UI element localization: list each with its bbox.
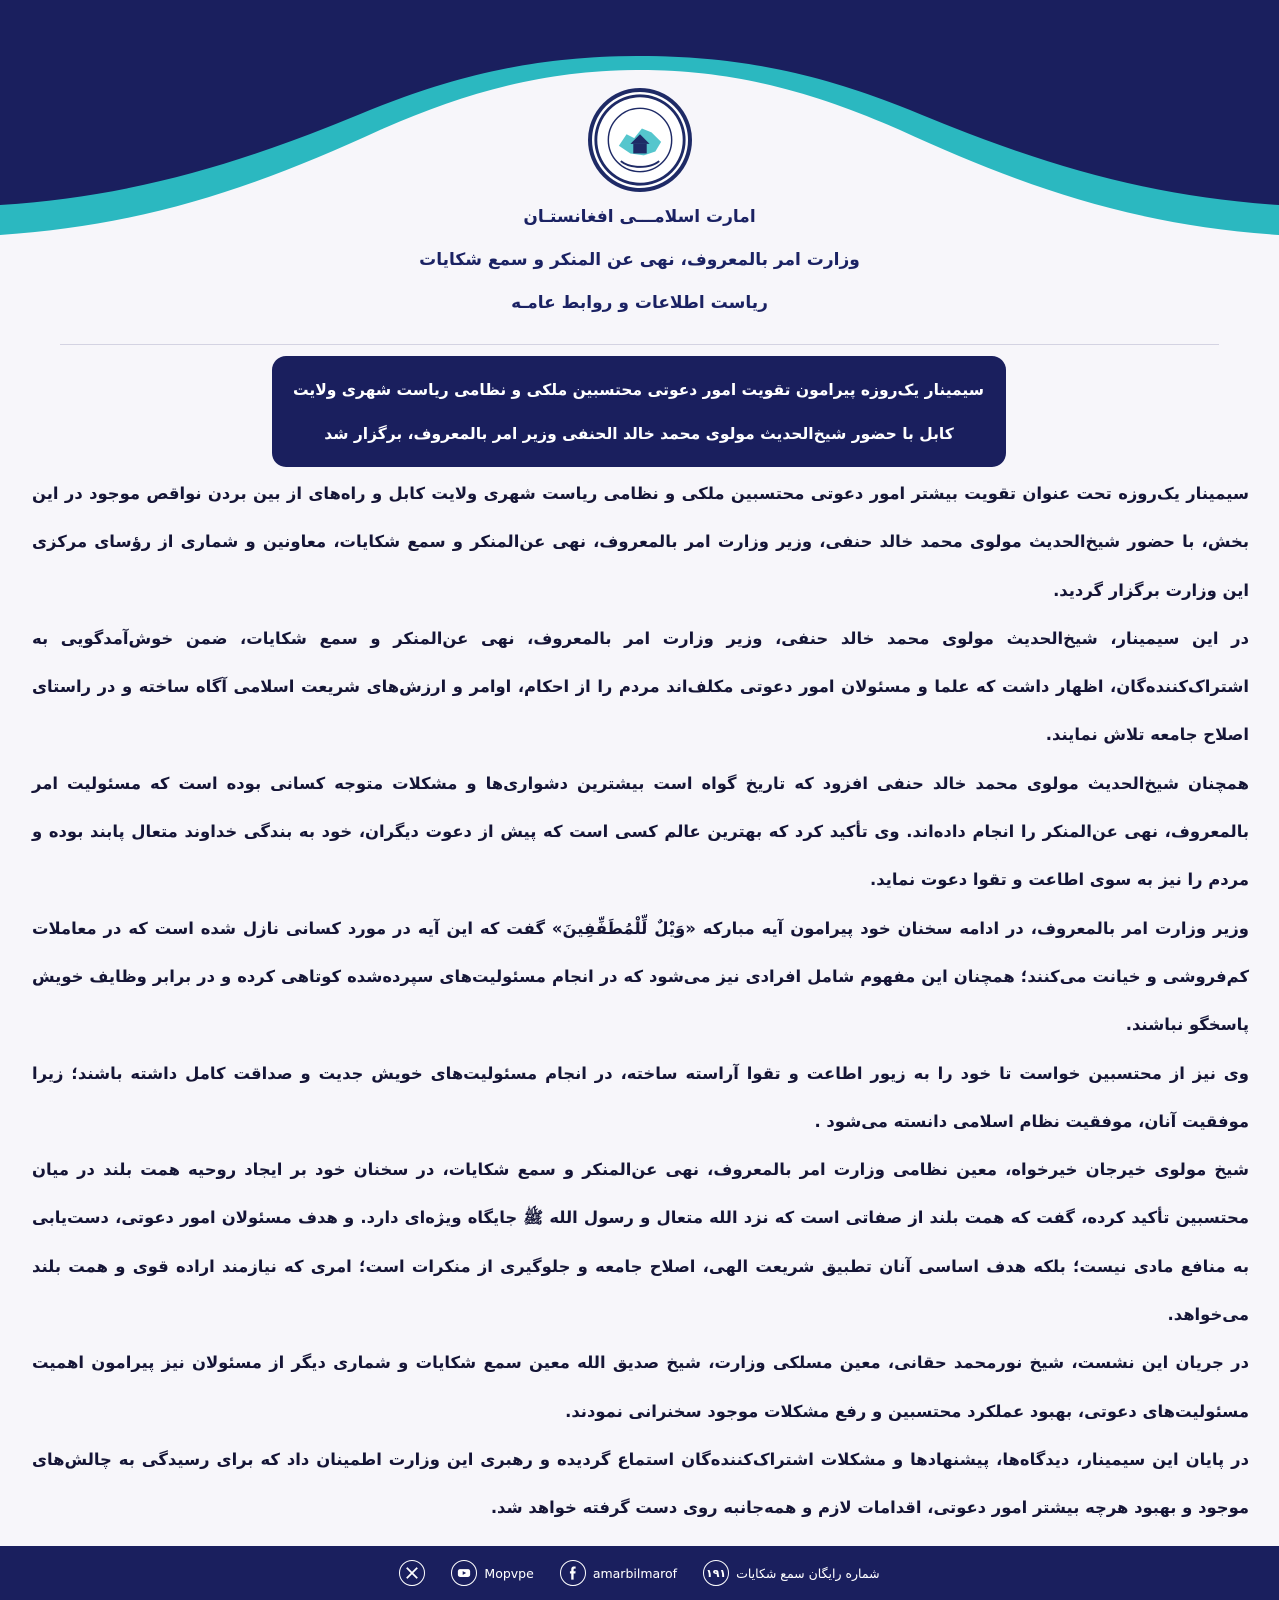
x-link[interactable]: [399, 1560, 425, 1586]
emirate-seal-icon: [588, 88, 692, 192]
article-paragraph: همچنان شیخ‌الحدیث مولوی محمد خالد حنفی افزود که تاریخ گواه است بیشترین دشواری‌ها و مشکلات متوجه کسانی بوده است که مسئولیت امر بالمعروف، نهی عن‌المنکر را انجام داده‌اند. وی تأکید کرد که بهترین عالم کسی است که پیش از دعوت دیگران، خود به بندگی خداوند متعال پابند بوده و مردم را نیز به سوی اطاعت و تقوا دعوت نماید.: [32, 773, 1249, 890]
org-name-emirate: امارت اسلامـــی افغانستـان: [523, 207, 756, 227]
hotline-label: شماره رایگان سمع شکایات: [736, 1565, 880, 1581]
youtube-icon: [451, 1560, 477, 1586]
youtube-handle: Mopvpe: [484, 1565, 534, 1581]
youtube-link[interactable]: [451, 1560, 533, 1586]
headline-box: [272, 356, 1006, 467]
hotline-number: ۱۹۱: [703, 1560, 729, 1586]
article-paragraph: وی نیز از محتسبین خواست تا خود را به زیور اطاعت و تقوا آراسته ساخته، در انجام مسئولیت‌های خویش جدیت و صداقت کامل داشته باشند؛ زیرا موفقیت آنان، موفقیت نظام اسلامی دانسته می‌شود .: [32, 1063, 1249, 1131]
article-paragraph: در این سیمینار، شیخ‌الحدیث مولوی محمد خالد حنفی، وزیر وزارت امر بالمعروف، نهی عن‌المنکر و سمع شکایات، ضمن خوش‌آمدگویی به اشتراک‌کننده‌گان، اظهار داشت که علما و مسئولان امور دعوتی مکلف‌اند مردم را از احکام، اوامر و ارزش‌های شریعت اسلامی آگاه ساخته و در راستای اصلاح جامعه تلاش نمایند.: [32, 628, 1249, 745]
article-paragraph: در جریان این نشست، شیخ نورمحمد حقانی، معین مسلکی وزارت، شیخ صدیق الله معین سمع شکایات و شماری دیگر از مسئولان نیز پیرامون اهمیت مسئولیت‌های دعوتی، بهبود عملکرد محتسبین و رفع مشکلات موجود سخنرانی نمودند.: [32, 1353, 1249, 1421]
header-divider: [60, 344, 1219, 345]
facebook-icon: [560, 1560, 586, 1586]
article-paragraph: در پایان این سیمینار، دیدگاه‌ها، پیشنهادها و مشکلات اشتراک‌کننده‌گان استماع گردیده و رهبری این وزارت اطمینان داد که برای رسیدگی به چالش‌های موجود و بهبود هرچه بیشتر امور دعوتی، اقدامات لازم و همه‌جانبه روی دست گرفته خواهد شد.: [32, 1449, 1249, 1518]
article-paragraph: شیخ مولوی خیرجان خیرخواه، معین نظامی وزارت امر بالمعروف، نهی عن‌المنکر و سمع شکایات، در سخنان خود بر ایجاد روحیه همت بلند در میان محتسبین تأکید کرده، گفت که همت بلند از صفاتی است که نزد الله متعال و رسول الله ﷺ جایگاه ویژه‌ای دارد. و هدف مسئولان امور دعوتی، دست‌یابی به منافع مادی نیست؛ بلکه هدف اساسی آنان تطبیق شریعت الهی، اصلاح جامعه و جلوگیری از منکرات است؛ امری که نیازمند اراده قوی و همت بلند می‌خواهد.: [32, 1160, 1249, 1325]
org-name-ministry: وزارت امر بالمعروف، نهی عن المنکر و سمع شکایات: [419, 250, 860, 270]
hotline[interactable]: [703, 1560, 880, 1586]
headline-line-1: سیمینار یک‌روزه پیرامون تقویت امور دعوتی محتسبین ملکی و نظامی ریاست شهری ولایت: [293, 381, 984, 399]
footer-bar: [0, 1546, 1279, 1600]
headline-line-2: کابل با حضور شیخ‌الحدیث مولوی محمد خالد الحنفی وزیر امر بالمعروف، برگزار شد: [324, 425, 954, 443]
x-icon: [399, 1560, 425, 1586]
article-paragraph: وزیر وزارت امر بالمعروف، در ادامه سخنان خود پیرامون آیه مبارکه «وَيْلٌ لِّلْمُطَفِّفِينَ» گفت که این آیه در مورد کسانی نازل شده است که در معاملات کم‌فروشی و خیانت می‌کنند؛ همچنان این مفهوم شامل افرادی نیز می‌شود که در انجام مسئولیت‌های سپرده‌شده کوتاهی کرده و در برابر وظایف خویش پاسخگو نباشند.: [32, 918, 1249, 1035]
facebook-handle: amarbilmarof: [592, 1565, 678, 1581]
org-name-department: ریاست اطلاعات و روابط عامـه: [511, 293, 768, 313]
facebook-link[interactable]: [560, 1560, 677, 1586]
article-body: [32, 470, 1249, 1533]
article-paragraph: سیمینار یک‌روزه تحت عنوان تقویت بیشتر امور دعوتی محتسبین ملکی و نظامی ریاست شهری ولایت کابل و راه‌های از بین بردن نواقص موجود در این بخش، با حضور شیخ‌الحدیث مولوی محمد خالد حنفی، وزیر وزارت امر بالمعروف، نهی عن‌المنکر و سمع شکایات، معاونین و شماری از رؤسای مرکزی این وزارت برگزار گردید.: [32, 484, 1249, 600]
